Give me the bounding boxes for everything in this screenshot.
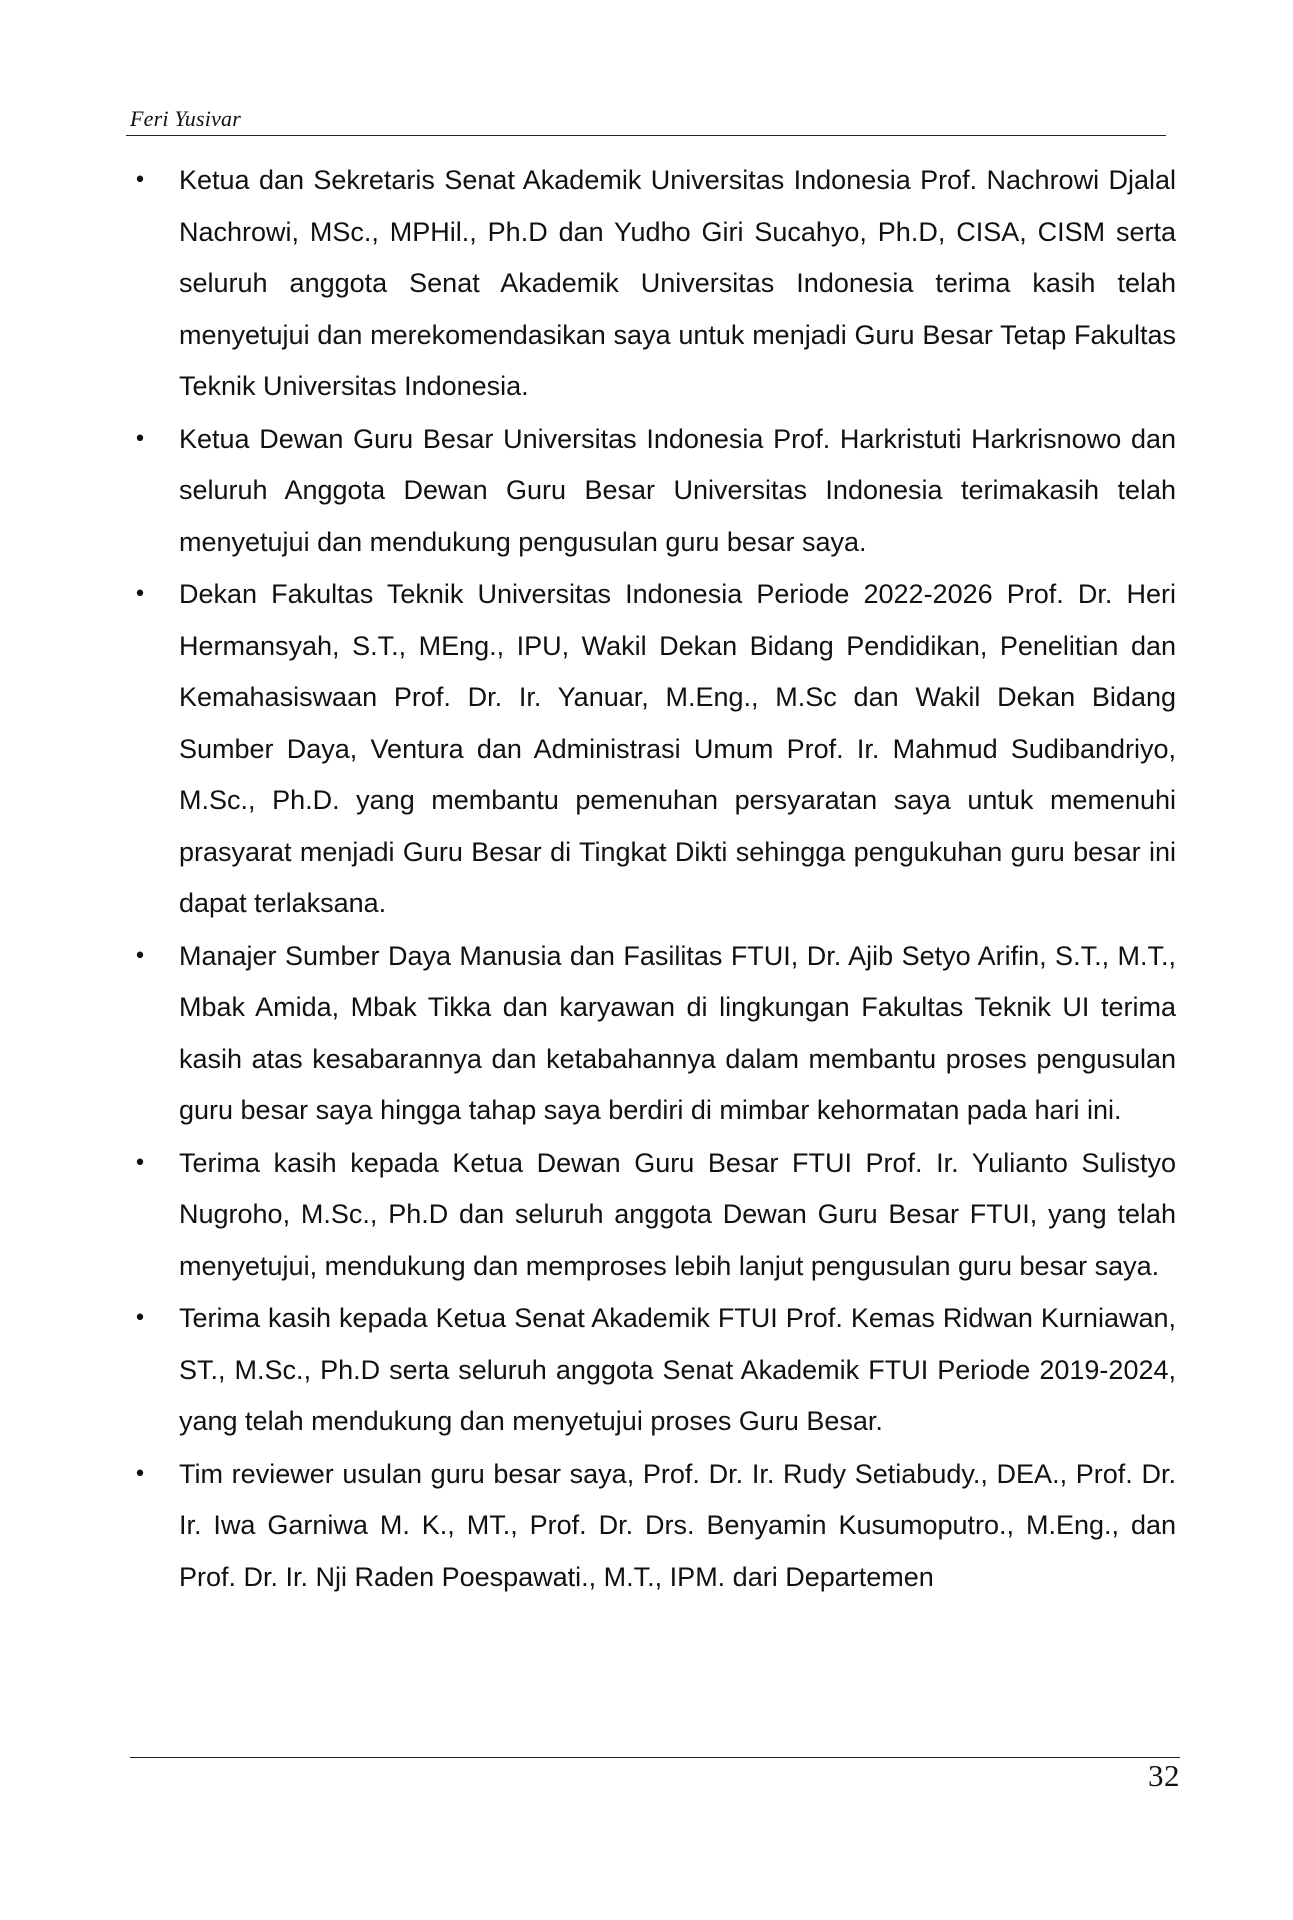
bullet-icon: • <box>133 1150 147 1176</box>
acknowledgement-list <box>130 155 1176 1603</box>
list-item <box>130 1449 1176 1604</box>
list-item <box>130 1293 1176 1448</box>
header-rule <box>126 135 1166 136</box>
list-item-text: Terima kasih kepada Ketua Senat Akademik FTUI Prof. Kemas Ridwan Kurniawan, ST., M.Sc., Ph.D serta seluruh anggota Senat Akademik FTUI Periode 2019-2024, yang telah mendukung dan menyetujui proses Guru Besar. <box>179 1303 1176 1436</box>
list-item-text: Tim reviewer usulan guru besar saya, Prof. Dr. Ir. Rudy Setiabudy., DEA., Prof. Dr. Ir. Iwa Garniwa M. K., MT., Prof. Dr. Drs. Benyamin Kusumoputro., M.Eng., dan Prof. Dr. Ir. Nji Raden Poespawati., M.T., IPM. dari Departemen <box>179 1458 1176 1592</box>
bullet-icon: • <box>133 1461 147 1487</box>
list-item <box>130 569 1176 930</box>
running-header-author: Feri Yusivar <box>130 106 241 131</box>
list-item <box>130 931 1176 1137</box>
bullet-icon: • <box>133 426 147 452</box>
list-item-text: Manajer Sumber Daya Manusia dan Fasilitas FTUI, Dr. Ajib Setyo Arifin, S.T., M.T., Mbak Amida, Mbak Tikka dan karyawan di lingkungan Fakultas Teknik UI terima kasih atas kesabarannya dan ketabahannya dalam membantu proses pengusulan guru besar saya hingga tahap saya berdiri di mimbar kehormatan pada hari ini. <box>179 940 1176 1125</box>
list-item <box>130 155 1176 413</box>
bullet-icon: • <box>133 1306 147 1331</box>
list-item-text: Terima kasih kepada Ketua Dewan Guru Besar FTUI Prof. Ir. Yulianto Sulistyo Nugroho, M.Sc., Ph.D dan seluruh anggota Dewan Guru Besar FTUI, yang telah menyetujui, mendukung dan memproses lebih lanjut pengusulan guru besar saya. <box>179 1147 1176 1281</box>
page-body <box>130 155 1176 1604</box>
list-item <box>130 414 1176 569</box>
footer-rule <box>130 1757 1180 1758</box>
list-item-text: Dekan Fakultas Teknik Universitas Indonesia Periode 2022-2026 Prof. Dr. Heri Hermansyah, S.T., MEng., IPU, Wakil Dekan Bidang Pendidikan, Penelitian dan Kemahasiswaan Prof. Dr. Ir. Yanuar, M.Eng., M.Sc dan Wakil Dekan Bidang Sumber Daya, Ventura dan Administrasi Umum Prof. Ir. Mahmud Sudibandriyo, M.Sc., Ph.D. yang membantu pemenuhan persyaratan saya untuk memenuhi prasyarat menjadi Guru Besar di Tingkat Dikti sehingga pengukuhan guru besar ini dapat terlaksana. <box>179 579 1176 918</box>
bullet-icon: • <box>133 943 147 969</box>
bullet-icon: • <box>133 582 147 607</box>
list-item-text: Ketua Dewan Guru Besar Universitas Indonesia Prof. Harkristuti Harkrisnowo dan seluruh Anggota Dewan Guru Besar Universitas Indonesia terimakasih telah menyetujui dan mendukung pengusulan guru besar saya. <box>179 423 1176 557</box>
page-number: 32 <box>1148 1758 1180 1793</box>
list-item-text: Ketua dan Sekretaris Senat Akademik Universitas Indonesia Prof. Nachrowi Djalal Nachrowi, MSc., MPHil., Ph.D dan Yudho Giri Sucahyo, Ph.D, CISA, CISM serta seluruh anggota Senat Akademik Universitas Indonesia terima kasih telah menyetujui dan merekomendasikan saya untuk menjadi Guru Besar Tetap Fakultas Teknik Universitas Indonesia. <box>179 165 1176 401</box>
bullet-icon: • <box>133 168 147 193</box>
list-item <box>130 1138 1176 1293</box>
